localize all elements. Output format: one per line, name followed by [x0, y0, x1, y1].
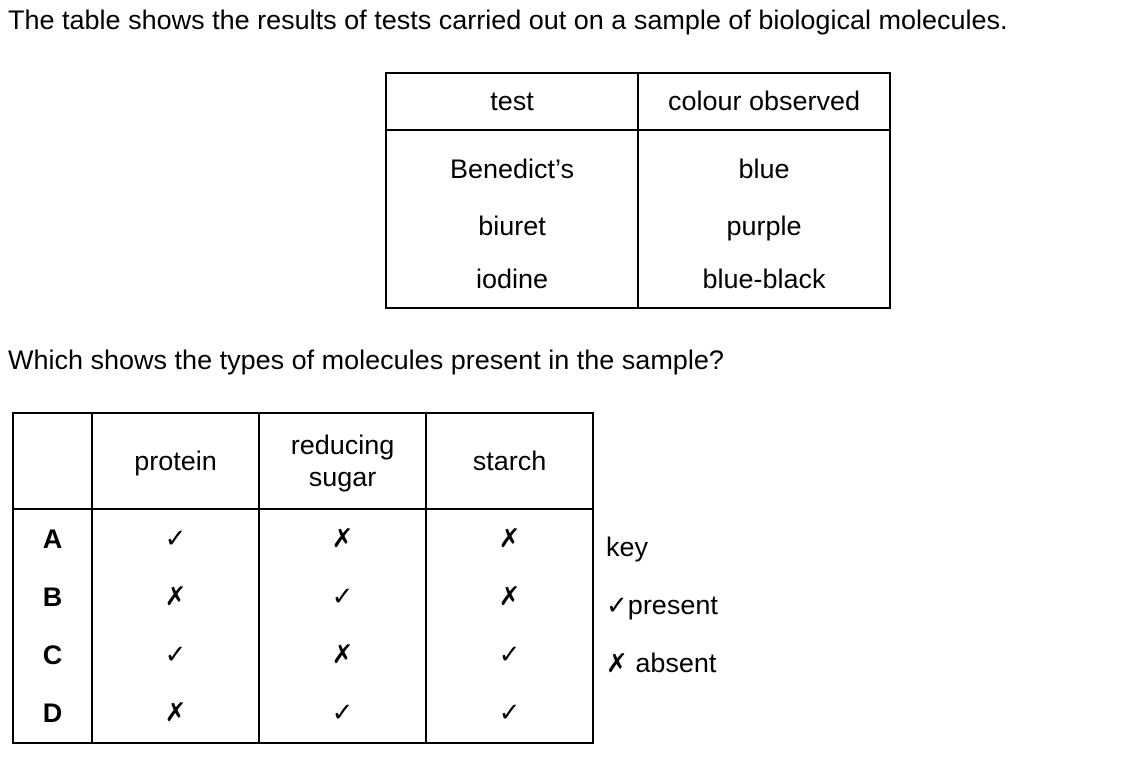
table-row: [386, 197, 890, 255]
sugar-mark: ✗: [259, 626, 426, 684]
tests-table-header-row: [386, 73, 890, 130]
colour-observed: purple: [638, 197, 890, 255]
option-letter: A: [13, 509, 92, 568]
option-letter: C: [13, 626, 92, 684]
colour-observed: blue-black: [638, 255, 890, 308]
sugar-mark: ✓: [259, 684, 426, 743]
key-present: [606, 589, 718, 622]
starch-mark: ✓: [426, 684, 593, 743]
test-name: iodine: [386, 255, 638, 308]
tests-table: [385, 72, 891, 309]
key-title: key: [606, 532, 649, 562]
header-colour-observed: colour observed: [638, 73, 890, 130]
protein-mark: ✓: [92, 626, 259, 684]
header-reducing-sugar-line1: reducing: [290, 430, 395, 460]
header-test: test: [386, 73, 638, 130]
starch-mark: ✗: [426, 509, 593, 568]
header-reducing-sugar-line2: sugar: [308, 462, 377, 492]
option-letter: D: [13, 684, 92, 743]
table-row: [386, 255, 890, 308]
option-letter: B: [13, 568, 92, 626]
protein-mark: ✓: [92, 509, 259, 568]
table-row: [386, 130, 890, 197]
option-row-a: [13, 509, 593, 568]
intro-text: The table shows the results of tests carried out on a sample of biological molecules.: [8, 5, 1008, 35]
question-text: Which shows the types of molecules present in the sample?: [8, 345, 724, 375]
sugar-mark: ✗: [259, 509, 426, 568]
cross-icon: ✗: [606, 649, 628, 679]
header-reducing-sugar: [259, 413, 426, 509]
starch-mark: ✗: [426, 568, 593, 626]
options-table-header-row: [13, 413, 593, 509]
protein-mark: ✗: [92, 684, 259, 743]
option-row-c: [13, 626, 593, 684]
check-icon: ✓: [606, 591, 628, 621]
options-table: [12, 412, 594, 744]
key-absent-label: absent: [635, 648, 717, 678]
test-name: biuret: [386, 197, 638, 255]
protein-mark: ✗: [92, 568, 259, 626]
key-absent: [606, 647, 716, 680]
header-starch: starch: [426, 413, 593, 509]
starch-mark: ✓: [426, 626, 593, 684]
header-blank: [13, 413, 92, 509]
sugar-mark: ✓: [259, 568, 426, 626]
option-row-b: [13, 568, 593, 626]
key-present-label: present: [627, 590, 718, 620]
test-name: Benedict’s: [386, 130, 638, 197]
header-protein: protein: [92, 413, 259, 509]
colour-observed: blue: [638, 130, 890, 197]
option-row-d: [13, 684, 593, 743]
